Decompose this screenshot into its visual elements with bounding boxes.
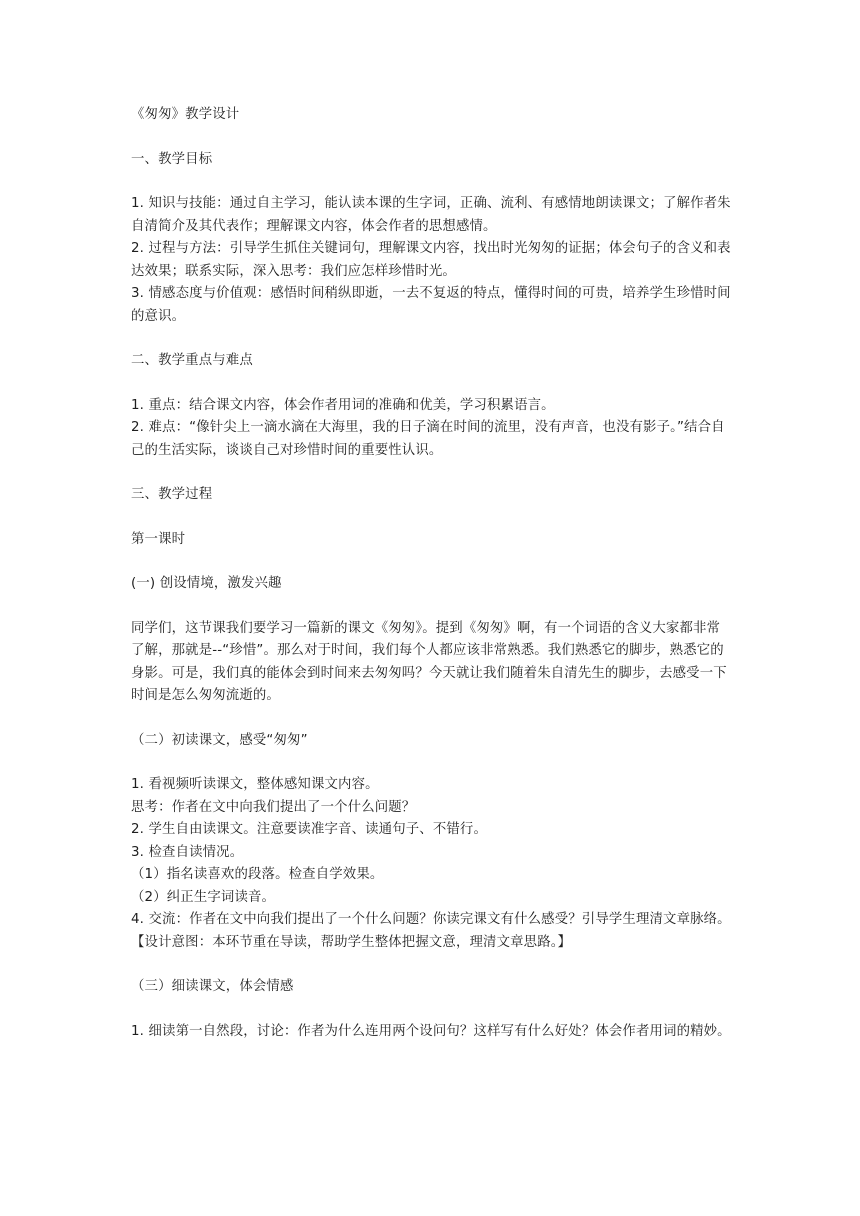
part3-heading: （三）细读课文，体会情感: [131, 979, 294, 994]
key-point-item: 2. 难点：“像针尖上一滴水滴在大海里，我的日子滴在时间的流里，没有声音，也没有影子。”结合自己的生活实际，谈谈自己对珍惜时间的重要性认识。: [131, 420, 725, 458]
document-body: [131, 104, 733, 1043]
part2-line: （2）纠正生字词读音。: [131, 889, 276, 905]
objective-item: 3. 情感态度与价值观：感悟时间稍纵即逝，一去不复返的特点，懂得时间的可贵，培养学生珍惜时间的意识。: [131, 286, 731, 324]
lesson-label: 第一课时: [131, 531, 186, 547]
section-heading-key-points: 二、教学重点与难点: [131, 353, 253, 368]
part2-heading: （二）初读课文，感受“匆匆”: [131, 732, 308, 748]
section-heading-process: 三、教学过程: [131, 487, 213, 502]
section-heading-objectives: 一、教学目标: [131, 151, 213, 167]
part2-line: 3. 检查自读情况。: [131, 844, 244, 860]
part1-text: 同学们，这节课我们要学习一篇新的课文《匆匆》。提到《匆匆》啊，有一个词语的含义大家都非常了解，那就是--“珍惜”。那么对于时间，我们每个人都应该非常熟悉。我们熟悉它的脚步，熟悉它的身影。可是，我们真的能体会到时间来去匆匆吗？今天就让我们随着朱自清先生的脚步，去感受一下时间是怎么匆匆流逝的。: [131, 620, 727, 703]
part2-line: 1. 看视频听读课文，整体感知课文内容。: [131, 777, 379, 792]
part2-line: （1）指名读喜欢的段落。检查自学效果。: [131, 867, 384, 882]
design-intent-note: 【设计意图：本环节重在导读，帮助学生整体把握文意，理清文章思路。】: [131, 934, 572, 950]
key-point-item: 1. 重点：结合课文内容，体会作者用词的准确和优美，学习积累语言。: [131, 397, 555, 413]
objective-item: 2. 过程与方法：引导学生抓住关键词句，理解课文内容，找出时光匆匆的证据；体会句子的含义和表达效果；联系实际，深入思考：我们应怎样珍惜时光。: [131, 241, 731, 279]
part3-line: 1. 细读第一自然段，讨论：作者为什么连用两个设问句？这样写有什么好处？体会作者用词的精妙。: [131, 1023, 731, 1039]
objective-item: 1. 知识与技能：通过自主学习，能认读本课的生字词，正确、流利、有感情地朗读课文；了解作者朱自清简介及其代表作；理解课文内容，体会作者的思想感情。: [131, 196, 731, 234]
part2-line: 2. 学生自由读课文。注意要读准字音、读通句子、不错行。: [131, 822, 487, 837]
part2-line: 4. 交流：作者在文中向我们提出了一个什么问题？你读完课文有什么感受？引导学生理清文章脉络。: [131, 912, 731, 927]
document-title: 《匆匆》教学设计: [131, 107, 240, 122]
part2-line: 思考：作者在文中向我们提出了一个什么问题？: [131, 799, 416, 815]
part1-heading: (一) 创设情境，激发兴趣: [131, 576, 282, 591]
